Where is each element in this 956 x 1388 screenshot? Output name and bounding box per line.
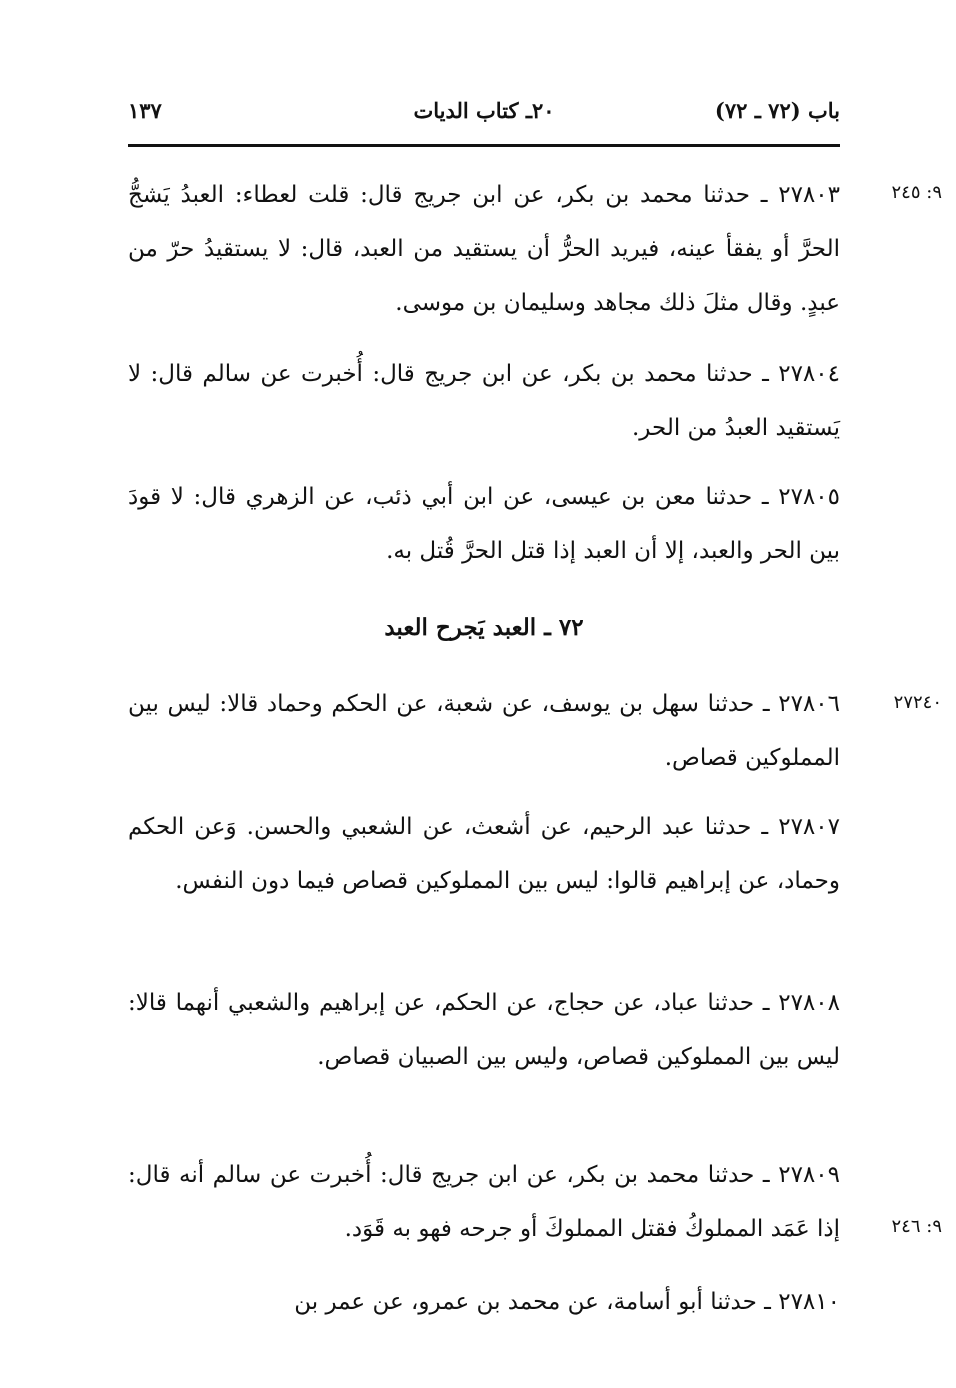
hadith-paragraph: ٢٧٨٠٩ ـ حدثنا محمد بن بكر، عن ابن جريج قال: أُخبرت عن سالم أنه قال: إذا عَمَد المملوكُ فقتل المملوكَ أو جرحه فهو به قَوَد. (128, 1162, 840, 1242)
margin-reference: ٩: ٢٤٦ (891, 1216, 942, 1237)
margin-reference: ٢٧٢٤٠ (893, 692, 942, 713)
hadith-paragraph: ٢٧٨٠٧ ـ حدثنا عبد الرحيم، عن أشعث، عن الشعبي والحسن. وَعن الحكم وحماد، عن إبراهيم قالوا: ليس بين المملوكين قصاص فيما دون النفس. (128, 814, 840, 894)
running-header (128, 98, 840, 134)
page-number: ١٣٧ (128, 98, 162, 123)
hadith-paragraph: ٢٧٨٠٥ ـ حدثنا معن بن عيسى، عن ابن أبي ذئب، عن الزهري قال: لا قودَ بين الحر والعبد، إلا أن العبد إذا قتل الحرَّ قُتل به. (128, 484, 840, 564)
hadith-paragraph: ٢٧٨١٠ ـ حدثنا أبو أسامة، عن محمد بن عمرو، عن عمر بن (294, 1289, 840, 1315)
chapter-range: باب (٧٢ ـ ٧٢) (714, 98, 840, 123)
hadith-paragraph: ٢٧٨٠٨ ـ حدثنا عباد، عن حجاج، عن الحكم، عن إبراهيم والشعبي أنهما قالا: ليس بين المملوكين قصاص، وليس بين الصبيان قصاص. (128, 990, 840, 1070)
hadith-paragraph: ٢٧٨٠٣ ـ حدثنا محمد بن بكر، عن ابن جريج قال: قلت لعطاء: العبدُ يَشجُّ الحرَّ أو يفقأ عينه، فيريد الحرُّ أن يستقيد من العبد، قال: لا يستقيدُ حرّ من عبدٍ. وقال مثلَ ذلك مجاهد وسليمان بن موسى. (128, 182, 840, 316)
section-heading: ٧٢ ـ العبد يَجرح العبد (384, 614, 584, 641)
margin-reference: ٩: ٢٤٥ (891, 182, 942, 203)
hadith-paragraph: ٢٧٨٠٤ ـ حدثنا محمد بن بكر، عن ابن جريج قال: أُخبرت عن سالم قال: لا يَستقيد العبدُ من الحر. (128, 361, 840, 441)
hadith-paragraph: ٢٧٨٠٦ ـ حدثنا سهل بن يوسف، عن شعبة، عن الحكم وحماد قالا: ليس بين المملوكين قصاص. (128, 691, 840, 771)
header-rule (128, 144, 840, 147)
book-title: ٢٠ـ كتاب الديات (413, 98, 555, 123)
